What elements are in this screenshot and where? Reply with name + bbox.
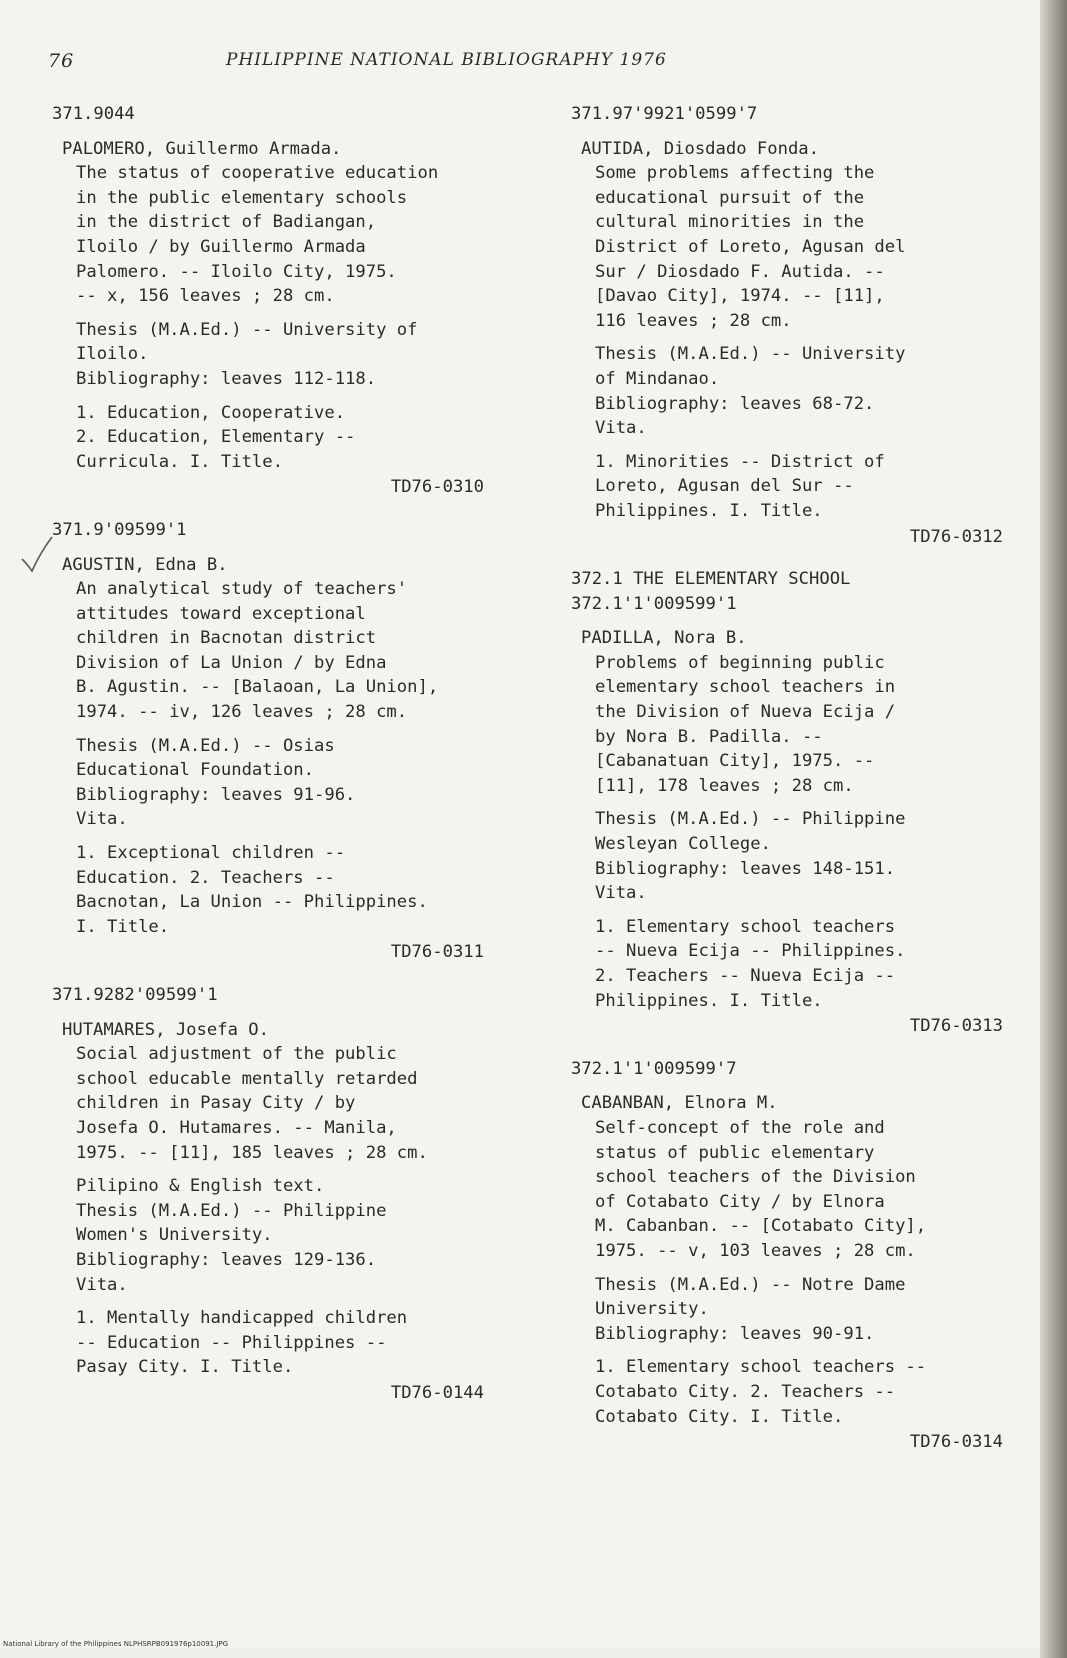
subjects: 1. Mentally handicapped children -- Education -- Philippines -- Pasay City. I. Title. bbox=[76, 1308, 408, 1378]
entry-number: TD76-0311 bbox=[390, 942, 484, 963]
subjects: 1. Minorities -- District of Loreto, Agusan del Sur -- Philippines. I. Title. bbox=[595, 451, 885, 521]
running-title: PHILIPPINE NATIONAL BIBLIOGRAPHY 1976 bbox=[226, 50, 667, 70]
description: Social adjustment of the public school educable mentally retarded children in Pasay City / by Josefa O. Hutamares. -- Manila, 1975. -- [11], 185 leaves ; 28 cm. bbox=[76, 1044, 428, 1163]
call-number: 371.97'9921'0599'7 bbox=[571, 104, 758, 124]
subjects: 1. Education, Cooperative. 2. Education, Elementary -- Curricula. I. Title. bbox=[76, 402, 356, 472]
author-line: AGUSTIN, Edna B. bbox=[62, 554, 228, 575]
author-line: HUTAMARES, Josefa O. bbox=[62, 1019, 269, 1040]
entry-number: TD76-0144 bbox=[390, 1382, 484, 1403]
handwritten-check-mark bbox=[20, 535, 54, 575]
subjects: 1. Elementary school teachers -- Nueva Ecija -- Philippines. 2. Teachers -- Nueva Ecija -- Philippines. I. Title. bbox=[595, 916, 906, 1011]
call-number: 372.1'1'009599'1 bbox=[571, 593, 737, 614]
call-number: 372.1'1'009599'7 bbox=[571, 1058, 737, 1079]
description: Self-concept of the role and status of public elementary school teachers of the Division of Cotabato City / by Elnora M. Cabanban. -- [Cotabato City], 1975. -- v, 103 leaves ; 28 cm. bbox=[595, 1117, 927, 1261]
page-header bbox=[48, 50, 667, 72]
author-line: AUTIDA, Diosdado Fonda. bbox=[581, 138, 819, 159]
bib-entry bbox=[571, 102, 1011, 549]
entry-number: TD76-0313 bbox=[909, 1016, 1003, 1037]
subjects: 1. Exceptional children -- Education. 2. Teachers -- Bacnotan, La Union -- Philippines. I. Title. bbox=[76, 843, 428, 937]
entry-number: TD76-0314 bbox=[909, 1432, 1003, 1453]
description: The status of cooperative education in the public elementary schools in the district of Badiangan, Iloilo / by Guillermo Armada Palomero. -- Iloilo City, 1975. -- x, 156 leaves ; 28 cm. bbox=[76, 163, 439, 307]
bib-entry bbox=[52, 102, 492, 500]
author-line: PALOMERO, Guillermo Armada. bbox=[62, 138, 342, 159]
entry-number: TD76-0312 bbox=[909, 526, 1003, 547]
subjects: 1. Elementary school teachers -- Cotabato City. 2. Teachers -- Cotabato City. I. Title. bbox=[595, 1357, 927, 1427]
entry-number: TD76-0310 bbox=[390, 477, 484, 498]
bib-entry bbox=[571, 567, 1011, 1039]
notes: Thesis (M.A.Ed.) -- University of Iloilo. Bibliography: leaves 112-118. bbox=[76, 319, 418, 389]
notes: Thesis (M.A.Ed.) -- Notre Dame University. Bibliography: leaves 90-91. bbox=[595, 1274, 906, 1344]
bib-entry bbox=[571, 1057, 1011, 1455]
call-number: 371.9'09599'1 bbox=[52, 519, 187, 540]
author-line: PADILLA, Nora B. bbox=[581, 628, 747, 649]
left-column bbox=[52, 102, 492, 1424]
description: Some problems affecting the educational pursuit of the cultural minorities in the District of Loreto, Agusan del Sur / Diosdado F. Autida. -- [Davao City], 1974. -- [11], 116 leaves ; 28 cm. bbox=[595, 163, 906, 331]
call-number: 371.9282'09599'1 bbox=[52, 985, 218, 1005]
bib-entry bbox=[52, 518, 492, 965]
page-number: 76 bbox=[48, 50, 75, 72]
call-number: 371.9044 bbox=[52, 104, 135, 124]
notes: Thesis (M.A.Ed.) -- Osias Educational Foundation. Bibliography: leaves 91-96. Vita. bbox=[76, 735, 356, 830]
notes: Thesis (M.A.Ed.) -- Philippine Wesleyan College. Bibliography: leaves 148-151. Vita. bbox=[595, 809, 906, 904]
author-line: CABANBAN, Elnora M. bbox=[581, 1093, 778, 1114]
notes: Thesis (M.A.Ed.) -- University of Mindanao. Bibliography: leaves 68-72. Vita. bbox=[595, 344, 906, 439]
bib-entry bbox=[52, 983, 492, 1406]
section-heading: 372.1 THE ELEMENTARY SCHOOL bbox=[571, 569, 851, 590]
description: An analytical study of teachers' attitudes toward exceptional children in Bacnotan district Division of La Union / by Edna B. Agustin. -- [Balaoan, La Union], 1974. -- iv, 126 leaves ; 28 cm. bbox=[76, 579, 439, 723]
notes: Pilipino & English text. Thesis (M.A.Ed.) -- Philippine Women's University. Bibliography: leaves 129-136. Vita. bbox=[76, 1176, 387, 1295]
scan-footer: National Library of the Philippines NLPHSRPB091976p10091.JPG bbox=[3, 1640, 229, 1648]
page-edge-shadow bbox=[1040, 0, 1067, 1658]
right-column bbox=[571, 102, 1011, 1473]
description: Problems of beginning public elementary school teachers in the Division of Nueva Ecija / by Nora B. Padilla. -- [Cabanatuan City], 1975. -- [11], 178 leaves ; 28 cm. bbox=[595, 652, 896, 796]
